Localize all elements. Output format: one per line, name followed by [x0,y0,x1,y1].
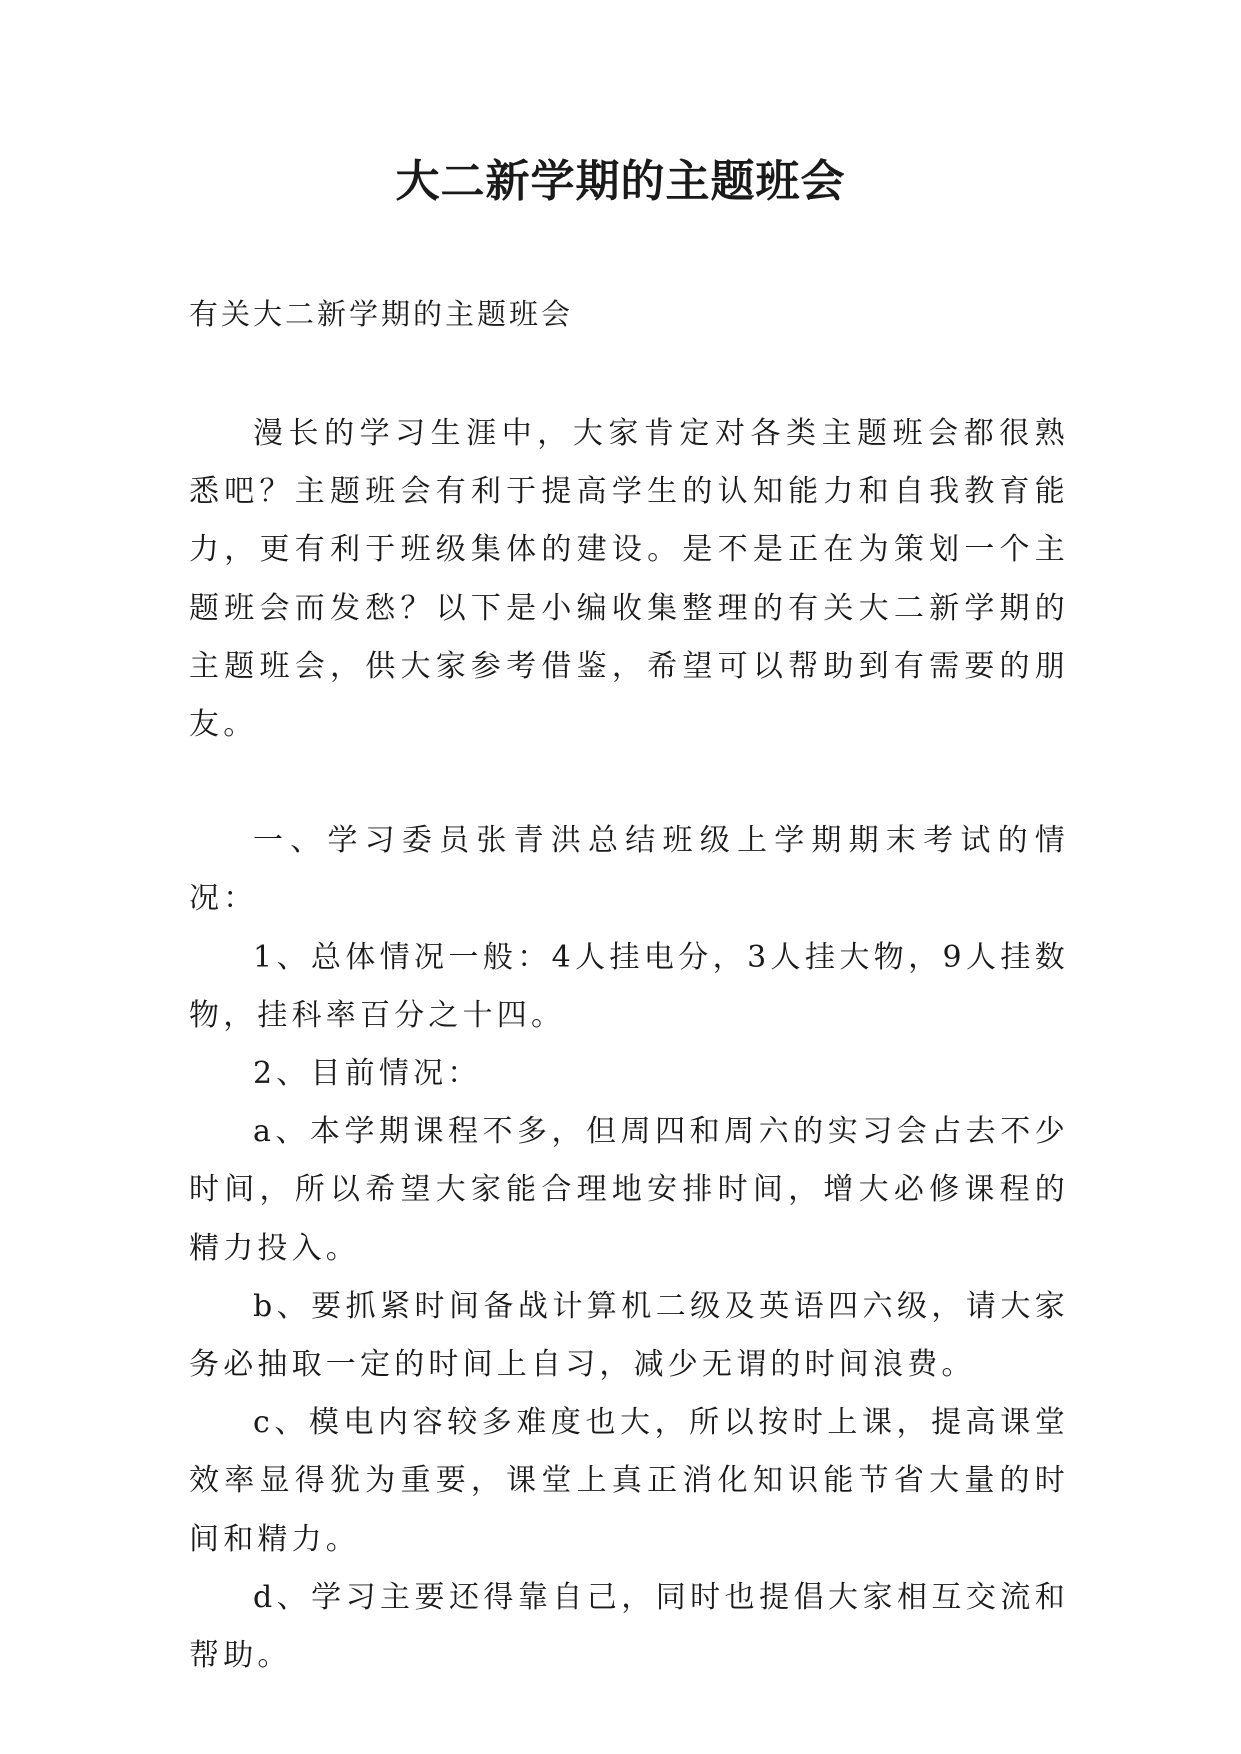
list-item-d: d、学习主要还得靠自己，同时也提倡大家相互交流和帮助。 [189,1579,1069,1674]
document-body [189,405,1069,1685]
list-item-c: c、模电内容较多难度也大，所以按时上课，提高课堂效率显得犹为重要，课堂上真正消化知识能节省大量的时间和精力。 [189,1405,1069,1557]
intro-paragraph: 漫长的学习生涯中，大家肯定对各类主题班会都很熟悉吧？主题班会有利于提高学生的认知能力和自我教育能力，更有利于班级集体的建设。是不是正在为策划一个主题班会而发愁？以下是小编收集整理的有关大二新学期的主题班会，供大家参考借鉴，希望可以帮助到有需要的朋友。 [189,416,1069,743]
list-item-b: b、要抓紧时间备战计算机二级及英语四六级，请大家务必抽取一定的时间上自习，减少无谓的时间浪费。 [189,1288,1069,1383]
list-item-current: 2、目前情况： [253,1056,482,1092]
document-title: 大二新学期的主题班会 [395,156,846,207]
list-item-a: a、本学期课程不多，但周四和周六的实习会占去不少时间，所以希望大家能合理地安排时间，增大必修课程的精力投入。 [189,1114,1069,1266]
section-heading: 一、学习委员张青洪总结班级上学期期末考试的情况： [189,823,1069,917]
list-item-overall: 1、总体情况一般：4人挂电分，3人挂大物，9人挂数物，挂科率百分之十四。 [189,939,1069,1033]
document-subtitle: 有关大二新学期的主题班会 [189,297,574,331]
